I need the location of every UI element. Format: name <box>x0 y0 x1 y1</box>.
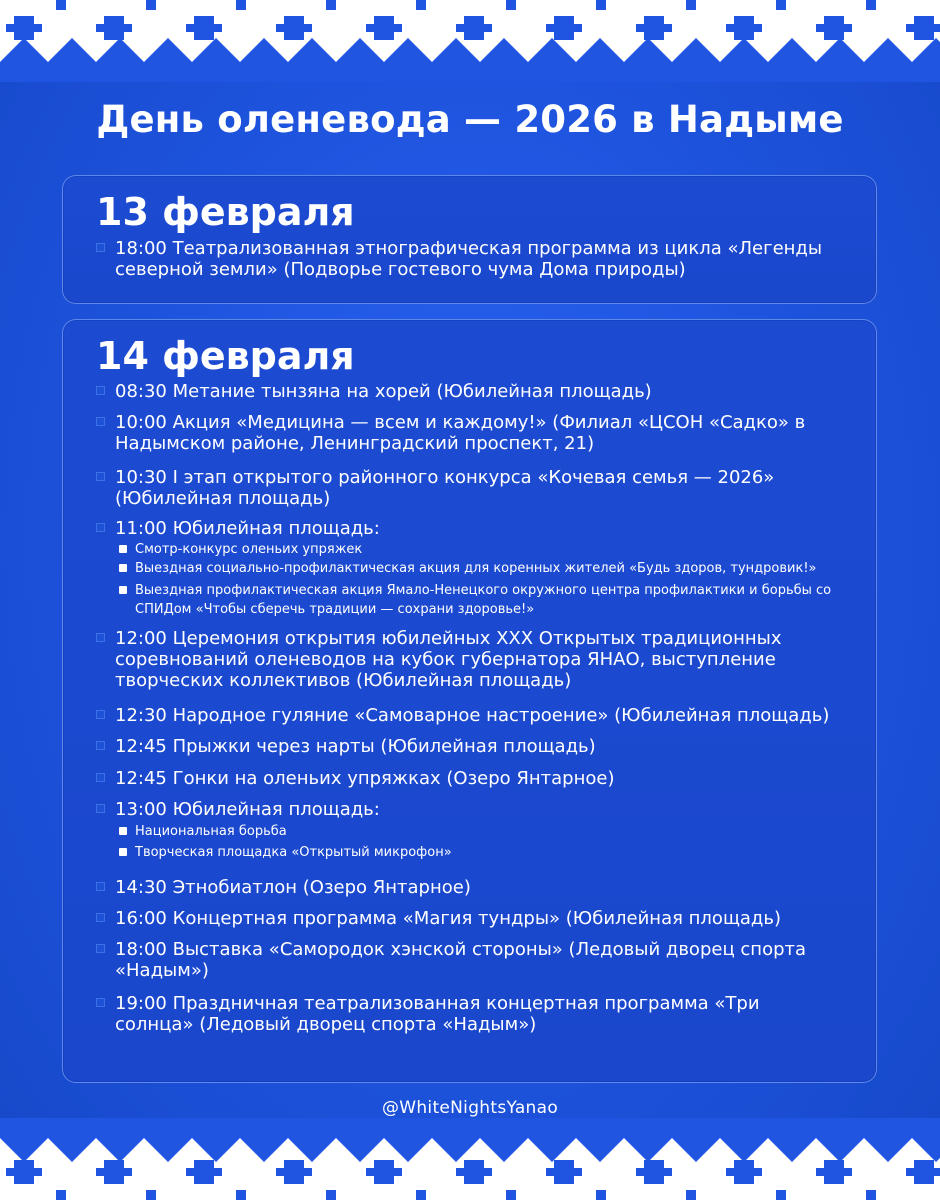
event-text: 08:30 Метание тынзяна на хорей (Юбилейная площадь) <box>115 381 652 402</box>
square-bullet-icon <box>119 827 127 835</box>
event-text: 12:45 Прыжки через нарты (Юбилейная площадь) <box>115 736 596 757</box>
event-item <box>115 518 835 539</box>
event-item <box>115 993 835 1035</box>
event-text: 11:00 Юбилейная площадь: <box>115 518 380 539</box>
square-bullet-icon <box>119 848 127 856</box>
sub-text: Выездная социально-профилактическая акция для коренных жителей «Будь здоров, тундровик!» <box>135 561 817 576</box>
event-text: 12:30 Народное гуляние «Самоварное настроение» (Юбилейная площадь) <box>115 705 830 726</box>
day-date: 14 февраля <box>96 334 355 378</box>
square-bullet-icon <box>96 523 105 532</box>
event-text: 10:30 I этап открытого районного конкурса «Кочевая семья — 2026» (Юбилейная площадь) <box>115 467 775 509</box>
sub-item <box>135 843 835 862</box>
event-text: 14:30 Этнобиатлон (Озеро Янтарное) <box>115 877 471 898</box>
square-bullet-icon <box>119 564 127 572</box>
square-bullet-icon <box>119 586 127 594</box>
day-card-13 <box>62 175 877 304</box>
sub-text: Смотр-конкурс оленьих упряжек <box>135 542 363 557</box>
sub-item <box>135 559 835 578</box>
event-item <box>115 799 835 820</box>
event-text: 16:00 Концертная программа «Магия тундры» (Юбилейная площадь) <box>115 908 781 929</box>
event-text: 13:00 Юбилейная площадь: <box>115 799 380 820</box>
square-bullet-icon <box>96 882 105 891</box>
sub-text: Национальная борьба <box>135 824 287 839</box>
bottom-ornament-border <box>0 1118 940 1200</box>
square-bullet-icon <box>96 243 105 252</box>
social-handle: @WhiteNightsYanao <box>381 1098 559 1118</box>
day-date: 13 февраля <box>96 190 355 234</box>
sub-item <box>135 581 835 619</box>
square-bullet-icon <box>96 913 105 922</box>
event-item <box>115 768 835 789</box>
square-bullet-icon <box>96 417 105 426</box>
event-text: 12:00 Церемония открытия юбилейных XXX Открытых традиционных соревнований оленеводов на кубок губернатора ЯНАО, выступление творческих коллективов (Юбилейная площадь) <box>115 628 782 691</box>
event-item <box>115 908 835 929</box>
event-text: 18:00 Выставка «Самородок хэнской стороны» (Ледовый дворец спорта «Надым») <box>115 939 807 981</box>
square-bullet-icon <box>96 710 105 719</box>
event-item <box>115 736 835 757</box>
event-item <box>115 381 835 402</box>
day-card-14 <box>62 319 877 1083</box>
event-text: 19:00 Праздничная театрализованная концертная программа «Три солнца» (Ледовый дворец спорта «Надым») <box>115 993 760 1035</box>
event-item <box>115 628 835 691</box>
square-bullet-icon <box>96 804 105 813</box>
event-text: 10:00 Акция «Медицина — всем и каждому!» (Филиал «ЦСОН «Садко» в Надымском районе, Ленинградский проспект, 21) <box>115 412 806 454</box>
sub-text: Выездная профилактическая акция Ямало-Ненецкого окружного центра профилактики и борьбы со СПИДом «Чтобы сберечь традиции — сохрани здоровье!» <box>135 583 832 617</box>
sub-item <box>135 822 835 841</box>
event-item <box>115 877 835 898</box>
square-bullet-icon <box>96 773 105 782</box>
top-ornament-border <box>0 0 940 82</box>
page-title: День оленевода — 2026 в Надыме <box>96 98 844 141</box>
square-bullet-icon <box>96 472 105 481</box>
event-item <box>115 467 835 509</box>
square-bullet-icon <box>96 386 105 395</box>
sub-item <box>135 540 835 559</box>
event-text: 18:00 Театрализованная этнографическая программа из цикла «Легенды северной земли» (Подворье гостевого чума Дома природы) <box>115 238 823 280</box>
event-item <box>115 705 835 726</box>
event-item <box>115 939 835 981</box>
square-bullet-icon <box>96 741 105 750</box>
sub-text: Творческая площадка «Открытый микрофон» <box>135 845 452 860</box>
square-bullet-icon <box>96 998 105 1007</box>
square-bullet-icon <box>96 944 105 953</box>
square-bullet-icon <box>96 633 105 642</box>
event-item <box>115 412 835 454</box>
event-text: 12:45 Гонки на оленьих упряжках (Озеро Янтарное) <box>115 768 615 789</box>
square-bullet-icon <box>119 545 127 553</box>
event-item <box>115 238 835 280</box>
